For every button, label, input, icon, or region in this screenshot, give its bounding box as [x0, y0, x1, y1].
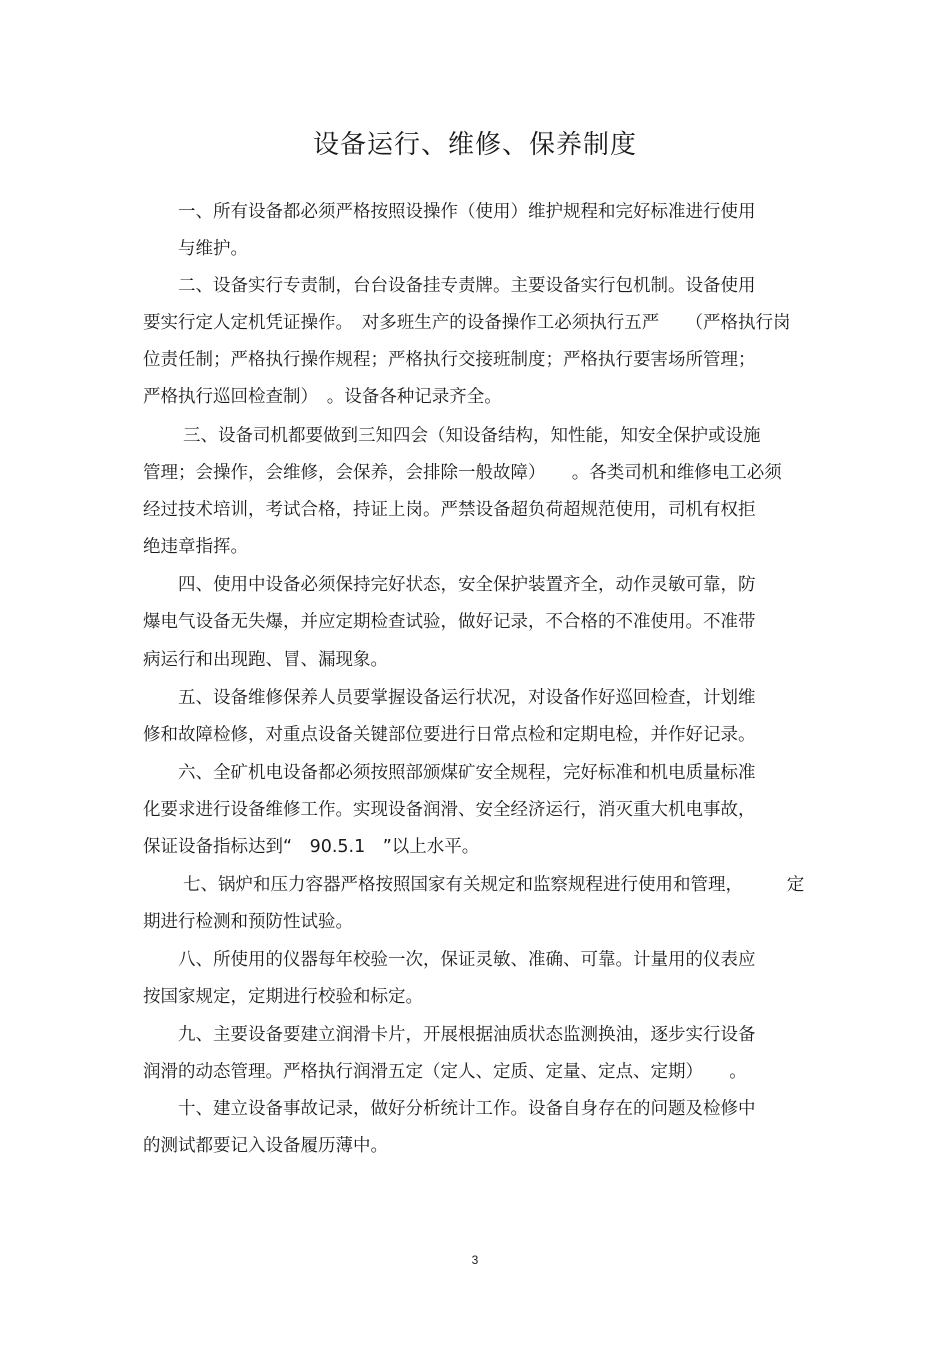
body-line: 管理；会操作，会维修，会保养，会排除一般故障） 。各类司机和维修电工必须	[143, 463, 782, 483]
body-line: 二、设备实行专责制，台台设备挂专责牌。主要设备实行包机制。设备使用	[178, 276, 756, 296]
body-line: 位责任制；严格执行操作规程；严格执行交接班制度；严格执行要害场所管理；	[143, 350, 756, 370]
body-line: 八、所使用的仪器每年校验一次，保证灵敏、准确、可靠。计量用的仪表应	[178, 950, 756, 970]
body-line: 修和故障检修，对重点设备关键部位要进行日常点检和定期电检，并作好记录。	[143, 725, 756, 745]
body-line: 与维护。	[178, 239, 248, 259]
page-number: 3	[471, 1253, 479, 1267]
body-line: 要实行定人定机凭证操作。 对多班生产的设备操作工必须执行五严 （严格执行岗	[143, 313, 791, 333]
body-line: 的测试都要记入设备履历薄中。	[143, 1136, 388, 1156]
body-line: 三、设备司机都要做到三知四会（知设备结构，知性能，知安全保护或设施	[183, 426, 761, 446]
body-line: 四、使用中设备必须保持完好状态，安全保护装置齐全，动作灵敏可靠，防	[178, 575, 756, 595]
page-title: 设备运行、维修、保养制度	[312, 130, 637, 160]
body-line: 期进行检测和预防性试验。	[143, 912, 353, 932]
body-line: 润滑的动态管理。严格执行润滑五定（定人、定质、定量、定点、定期） 。	[143, 1062, 747, 1082]
body-line: 按国家规定，定期进行校验和标定。	[143, 987, 423, 1007]
body-line: 爆电气设备无失爆，并应定期检查试验，做好记录，不合格的不准使用。不准带	[143, 612, 756, 632]
body-line: 绝违章指挥。	[143, 537, 248, 557]
body-line: 经过技术培训，考试合格，持证上岗。严禁设备超负荷超规范使用，司机有权拒	[143, 500, 756, 520]
body-line: 一、所有设备都必须严格按照设操作（使用）维护规程和完好标准进行使用	[178, 202, 756, 222]
body-line: 保证设备指标达到“ 90.5.1 ”以上水平。	[143, 837, 480, 857]
body-line: 十、建立设备事故记录，做好分析统计工作。设备自身存在的问题及检修中	[178, 1099, 756, 1119]
body-line: 五、设备维修保养人员要掌握设备运行状况，对设备作好巡回检查，计划维	[178, 688, 756, 708]
body-line: 病运行和出现跑、冒、漏现象。	[143, 650, 388, 670]
body-line: 九、主要设备要建立润滑卡片，开展根据油质状态监测换油，逐步实行设备	[178, 1025, 756, 1045]
body-line: 化要求进行设备维修工作。实现设备润滑、安全经济运行，消灭重大机电事故，	[143, 800, 756, 820]
body-line: 严格执行巡回检查制） 。设备各种记录齐全。	[143, 387, 502, 407]
body-line: 七、锅炉和压力容器严格按照国家有关规定和监察规程进行使用和管理， 定	[183, 875, 805, 895]
body-line: 六、全矿机电设备都必须按照部颁煤矿安全规程，完好标准和机电质量标准	[178, 763, 756, 783]
